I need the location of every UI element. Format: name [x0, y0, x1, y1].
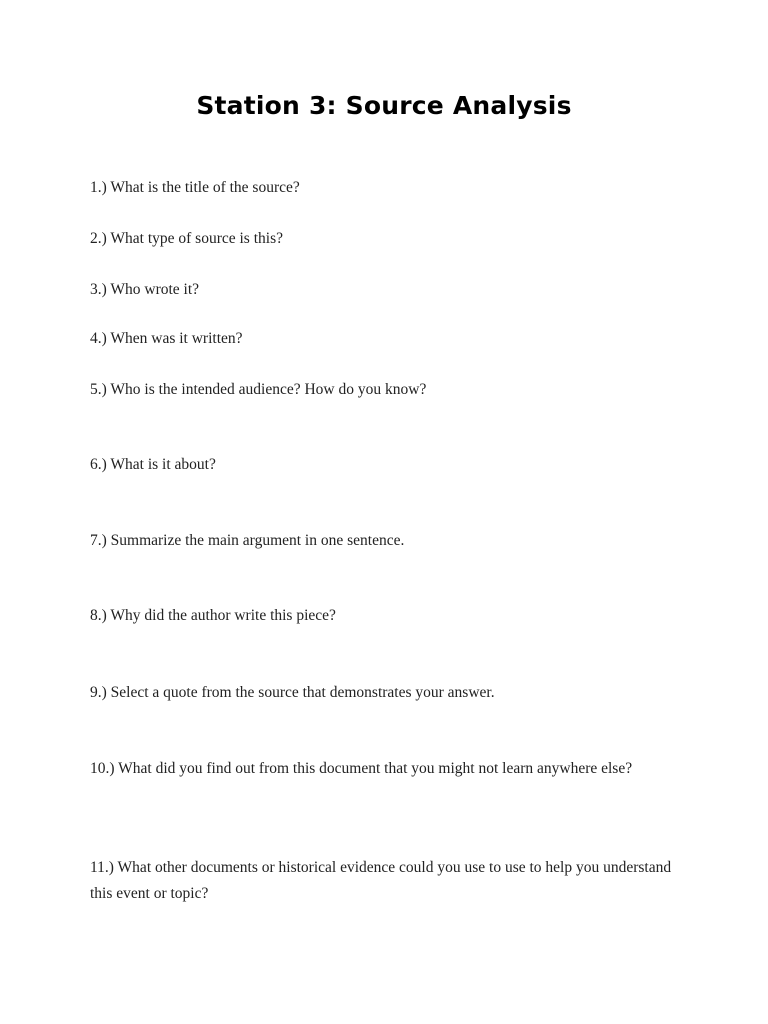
- question-4: 4.) When was it written?: [90, 330, 243, 347]
- question-6: 6.) What is it about?: [90, 456, 216, 473]
- question-7: 7.) Summarize the main argument in one sentence.: [90, 532, 405, 549]
- question-9: 9.) Select a quote from the source that demonstrates your answer.: [90, 684, 495, 701]
- question-8: 8.) Why did the author write this piece?: [90, 607, 336, 624]
- question-2: 2.) What type of source is this?: [90, 230, 283, 247]
- question-10: 10.) What did you find out from this document that you might not learn anywhere else?: [90, 760, 633, 777]
- question-11: 11.) What other documents or historical evidence could you use to use to help you understand this event or topic?: [90, 859, 672, 902]
- question-3: 3.) Who wrote it?: [90, 281, 200, 298]
- page-title: Station 3: Source Analysis: [196, 91, 572, 120]
- question-1: 1.) What is the title of the source?: [90, 179, 300, 196]
- question-5: 5.) Who is the intended audience? How do you know?: [90, 381, 427, 398]
